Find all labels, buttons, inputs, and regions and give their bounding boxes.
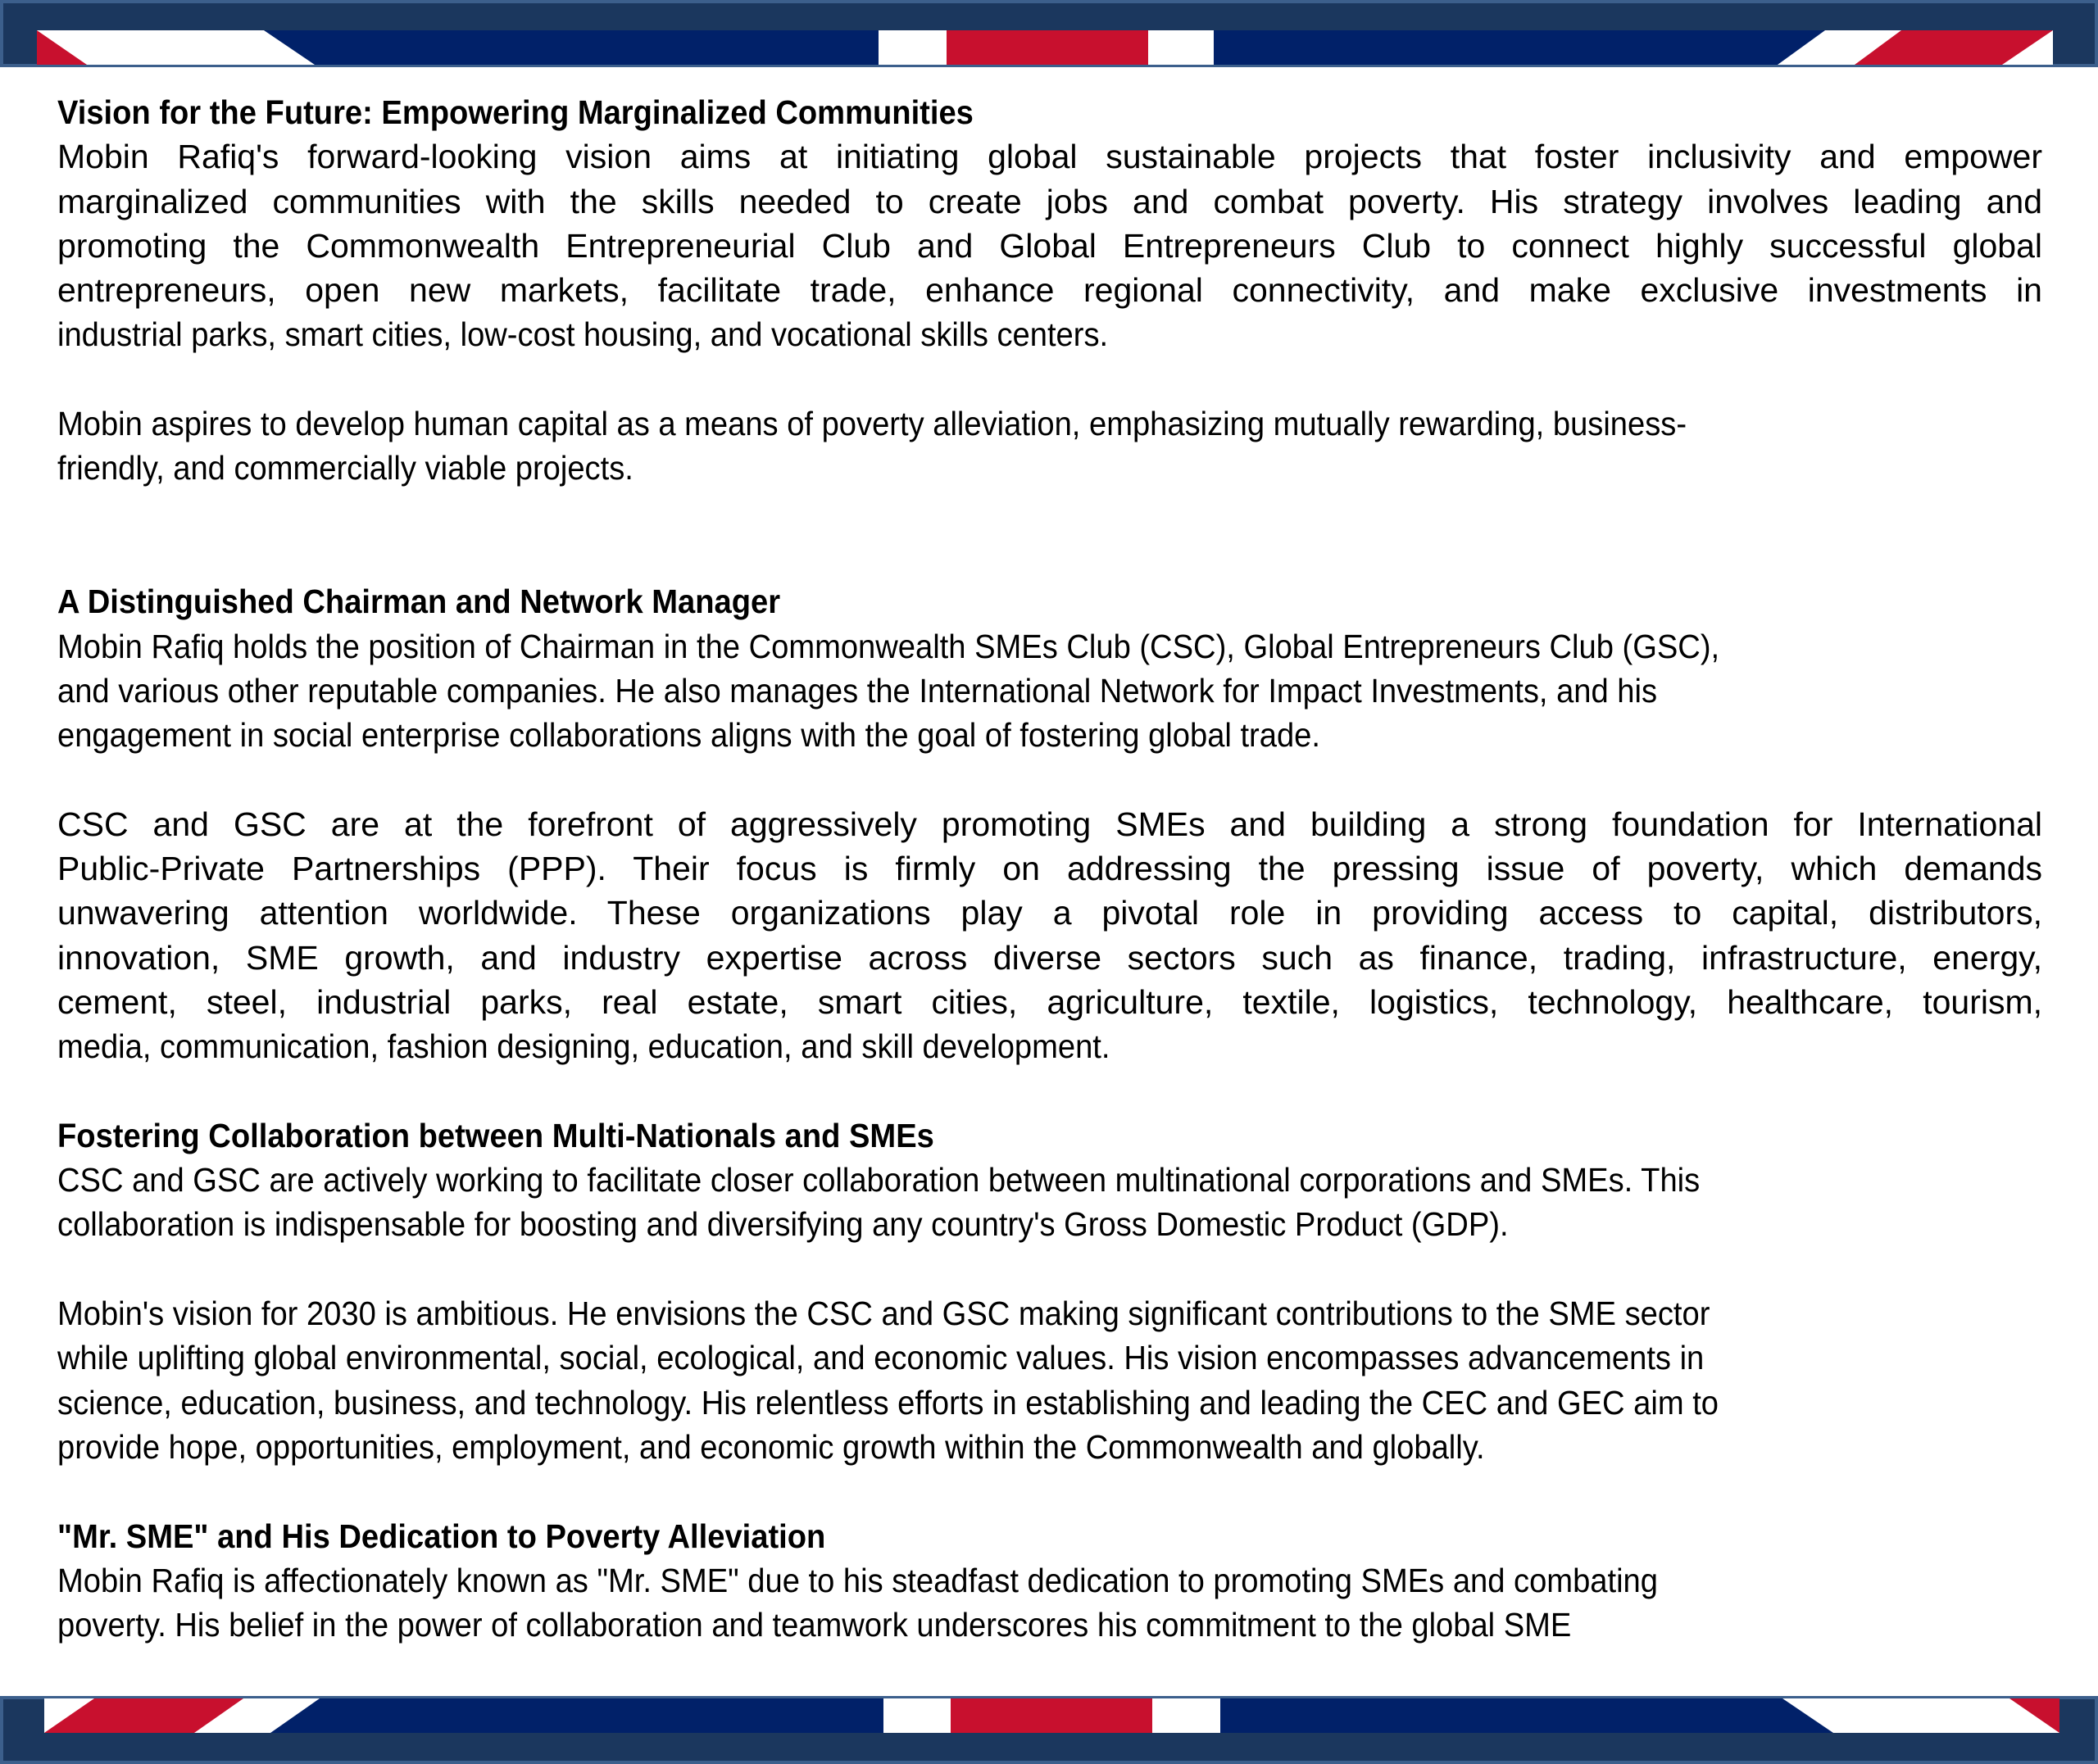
footer-flag-band (0, 1696, 2098, 1764)
header-flag-band (0, 0, 2098, 67)
section (57, 1113, 2042, 1469)
section (57, 1514, 2042, 1648)
paragraph-line (57, 401, 2042, 446)
paragraph-line (57, 1335, 2042, 1380)
paragraph-line-text: Mobin's vision for 2030 is ambitious. He envisions the CSC and GSC making significant contributions to the SME sector (57, 1295, 1710, 1333)
paragraph (57, 401, 2042, 491)
paragraph-line-text: Mobin Rafiq is affectionately known as "Mr. SME" due to his steadfast dedication to promoting SMEs and combating (57, 1561, 1658, 1599)
paragraph-line-text: collaboration is indispensable for boosting and diversifying any country's Gross Domestic Product (GDP). (57, 1205, 1509, 1244)
paragraph-line: Public-Private Partnerships (PPP). Their focus is firmly on addressing the pressing issue of poverty, which demands (57, 850, 2042, 888)
paragraph-line-text: while uplifting global environmental, social, ecological, and economic values. His vision encompasses advancements in (57, 1339, 1705, 1377)
flag-white-cross (1148, 30, 1214, 65)
paragraph-line-text: poverty. His belief in the power of collaboration and teamwork underscores his commitment to the global SME (57, 1606, 1572, 1644)
paragraph-line (57, 1202, 2042, 1246)
paragraph-line: innovation, SME growth, and industry expertise across diverse sectors such as finance, trading, infrastructure, energy, (57, 938, 2042, 977)
union-flag-stripe-bottom (0, 1696, 2098, 1764)
paragraph (57, 1158, 2042, 1247)
paragraph-line: CSC and GSC are at the forefront of aggressively promoting SMEs and building a strong foundation for International (57, 805, 2042, 843)
document-body (57, 90, 2042, 1647)
section (57, 579, 2042, 1068)
paragraph-gap (57, 757, 2042, 801)
paragraph-line (57, 1158, 2042, 1202)
paragraph-line (57, 1291, 2042, 1335)
section-heading (57, 1514, 2042, 1558)
section (57, 90, 2042, 491)
flag-red-cross (947, 30, 1148, 65)
paragraph-line (57, 1024, 2042, 1068)
paragraph-line: Mobin Rafiq's forward-looking vision aims at initiating global sustainable projects that foster inclusivity and empower (57, 138, 2042, 176)
section-gap (57, 535, 2042, 579)
paragraph-line (57, 624, 2042, 669)
flag-white-cross (1152, 1698, 1220, 1733)
paragraph (57, 1291, 2042, 1469)
paragraph (57, 624, 2042, 758)
paragraph (57, 802, 2042, 1069)
paragraph-line (57, 1603, 2042, 1647)
paragraph (57, 134, 2042, 356)
flag-red-cross (951, 1698, 1152, 1733)
paragraph-line: cement, steel, industrial parks, real estate, smart cities, agriculture, textile, logistics, technology, healthcare, tourism, (57, 982, 2042, 1021)
section-gap (57, 491, 2042, 535)
section-heading (57, 90, 2042, 134)
section-heading-text: A Distinguished Chairman and Network Manager (57, 583, 781, 621)
paragraph-line (57, 1381, 2042, 1425)
paragraph-gap (57, 1247, 2042, 1291)
paragraph-line-text: science, education, business, and technology. His relentless efforts in establishing and leading the CEC and GEC aim to (57, 1383, 1719, 1422)
flag-white-cross (879, 30, 947, 65)
paragraph-line-text: media, communication, fashion designing, education, and skill development. (57, 1027, 1110, 1066)
paragraph-line-text: and various other reputable companies. He also manages the International Network for Impact Investments, and his (57, 671, 1658, 710)
paragraph-line: entrepreneurs, open new markets, facilitate trade, enhance regional connectivity, and make exclusive investments in (57, 271, 2042, 310)
section-heading-text: Fostering Collaboration between Multi-Nationals and SMEs (57, 1116, 934, 1154)
paragraph-line: unwavering attention worldwide. These organizations play a pivotal role in providing access to capital, distributors, (57, 894, 2042, 932)
section-gap (57, 1069, 2042, 1113)
paragraph-line (57, 669, 2042, 713)
paragraph-line-text: industrial parks, smart cities, low-cost housing, and vocational skills centers. (57, 315, 1109, 354)
paragraph-line (57, 713, 2042, 757)
paragraph-line (57, 1425, 2042, 1469)
paragraph-line: marginalized communities with the skills needed to create jobs and combat poverty. His strategy involves leading and (57, 182, 2042, 220)
paragraph-line: promoting the Commonwealth Entrepreneurial Club and Global Entrepreneurs Club to connect highly successful global (57, 226, 2042, 265)
section-gap (57, 1469, 2042, 1513)
flag-white-cross (883, 1698, 951, 1733)
paragraph-line-text: provide hope, opportunities, employment, and economic growth within the Commonwealth and globally. (57, 1427, 1485, 1466)
section-heading (57, 579, 2042, 624)
section-heading-text: "Mr. SME" and His Dedication to Poverty Alleviation (57, 1517, 826, 1555)
paragraph-gap (57, 357, 2042, 401)
paragraph-line-text: engagement in social enterprise collaborations aligns with the goal of fostering global trade. (57, 716, 1320, 755)
paragraph (57, 1558, 2042, 1648)
paragraph-line (57, 312, 2042, 356)
paragraph-line (57, 446, 2042, 490)
section-heading-text: Vision for the Future: Empowering Marginalized Communities (57, 93, 974, 131)
paragraph-line (57, 1558, 2042, 1603)
union-flag-stripe-top (0, 0, 2098, 67)
paragraph-line-text: Mobin aspires to develop human capital as a means of poverty alleviation, emphasizing mutually rewarding, business- (57, 405, 1687, 443)
paragraph-line-text: CSC and GSC are actively working to facilitate closer collaboration between multinational corporations and SMEs. This (57, 1161, 1701, 1199)
paragraph-line-text: friendly, and commercially viable projects. (57, 449, 633, 487)
paragraph-line-text: Mobin Rafiq holds the position of Chairman in the Commonwealth SMEs Club (CSC), Global Entrepreneurs Club (GSC), (57, 627, 1720, 665)
section-heading (57, 1113, 2042, 1158)
